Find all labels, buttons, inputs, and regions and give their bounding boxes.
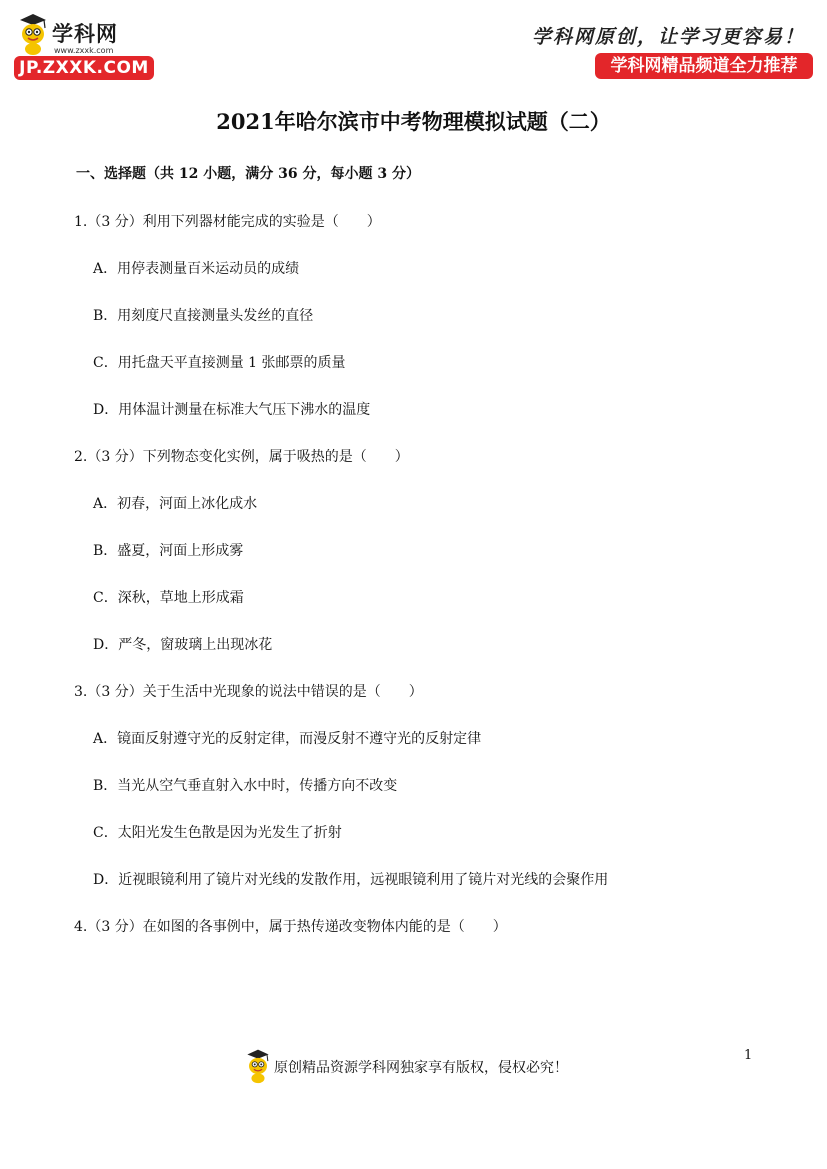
mascot-icon <box>16 12 50 56</box>
promo-badge[interactable]: 学科网精品频道全力推荐 <box>595 53 813 79</box>
footer-copyright <box>244 1048 604 1084</box>
option-d: D．用体温计测量在标准大气压下沸水的温度 <box>93 402 371 418</box>
option-a: A．用停表测量百米运动员的成绩 <box>93 261 300 277</box>
option-b: B．用刻度尺直接测量头发丝的直径 <box>93 308 314 324</box>
question-stem: 4.（3 分）在如图的各事例中，属于热传递改变物体内能的是（ ） <box>74 919 507 935</box>
brand-url: www.zxxk.com <box>54 46 114 55</box>
brand-name: 学科网 <box>52 22 118 46</box>
question-stem: 2.（3 分）下列物态变化实例，属于吸热的是（ ） <box>74 449 409 465</box>
option-d: D．近视眼镜利用了镜片对光线的发散作用，远视眼镜利用了镜片对光线的会聚作用 <box>93 872 609 888</box>
site-logo[interactable] <box>14 12 164 84</box>
option-c: C．深秋，草地上形成霜 <box>93 590 244 606</box>
option-a: A．镜面反射遵守光的反射定律，而漫反射不遵守光的反射定律 <box>93 731 482 747</box>
question-stem: 1.（3 分）利用下列器材能完成的实验是（ ） <box>74 214 381 230</box>
header-slogan: 学科网原创，让学习更容易！ <box>531 26 805 48</box>
option-b: B．当光从空气垂直射入水中时，传播方向不改变 <box>93 778 398 794</box>
site-url-badge[interactable]: JP.ZXXK.COM <box>14 56 154 80</box>
page-number: 1 <box>744 1048 753 1063</box>
document-title: 2021年哈尔滨市中考物理模拟试题（二） <box>216 109 611 134</box>
option-a: A．初春，河面上冰化成水 <box>93 496 258 512</box>
question-stem: 3.（3 分）关于生活中光现象的说法中错误的是（ ） <box>74 684 423 700</box>
mascot-icon <box>244 1048 272 1084</box>
copyright-text: 原创精品资源学科网独家享有版权，侵权必究！ <box>274 1060 568 1076</box>
option-c: C．太阳光发生色散是因为光发生了折射 <box>93 825 342 841</box>
section-heading: 一、选择题（共 12 小题，满分 36 分，每小题 3 分） <box>76 166 420 182</box>
option-c: C．用托盘天平直接测量 1 张邮票的质量 <box>93 355 346 371</box>
option-b: B．盛夏，河面上形成雾 <box>93 543 244 559</box>
option-d: D．严冬，窗玻璃上出现冰花 <box>93 637 273 653</box>
